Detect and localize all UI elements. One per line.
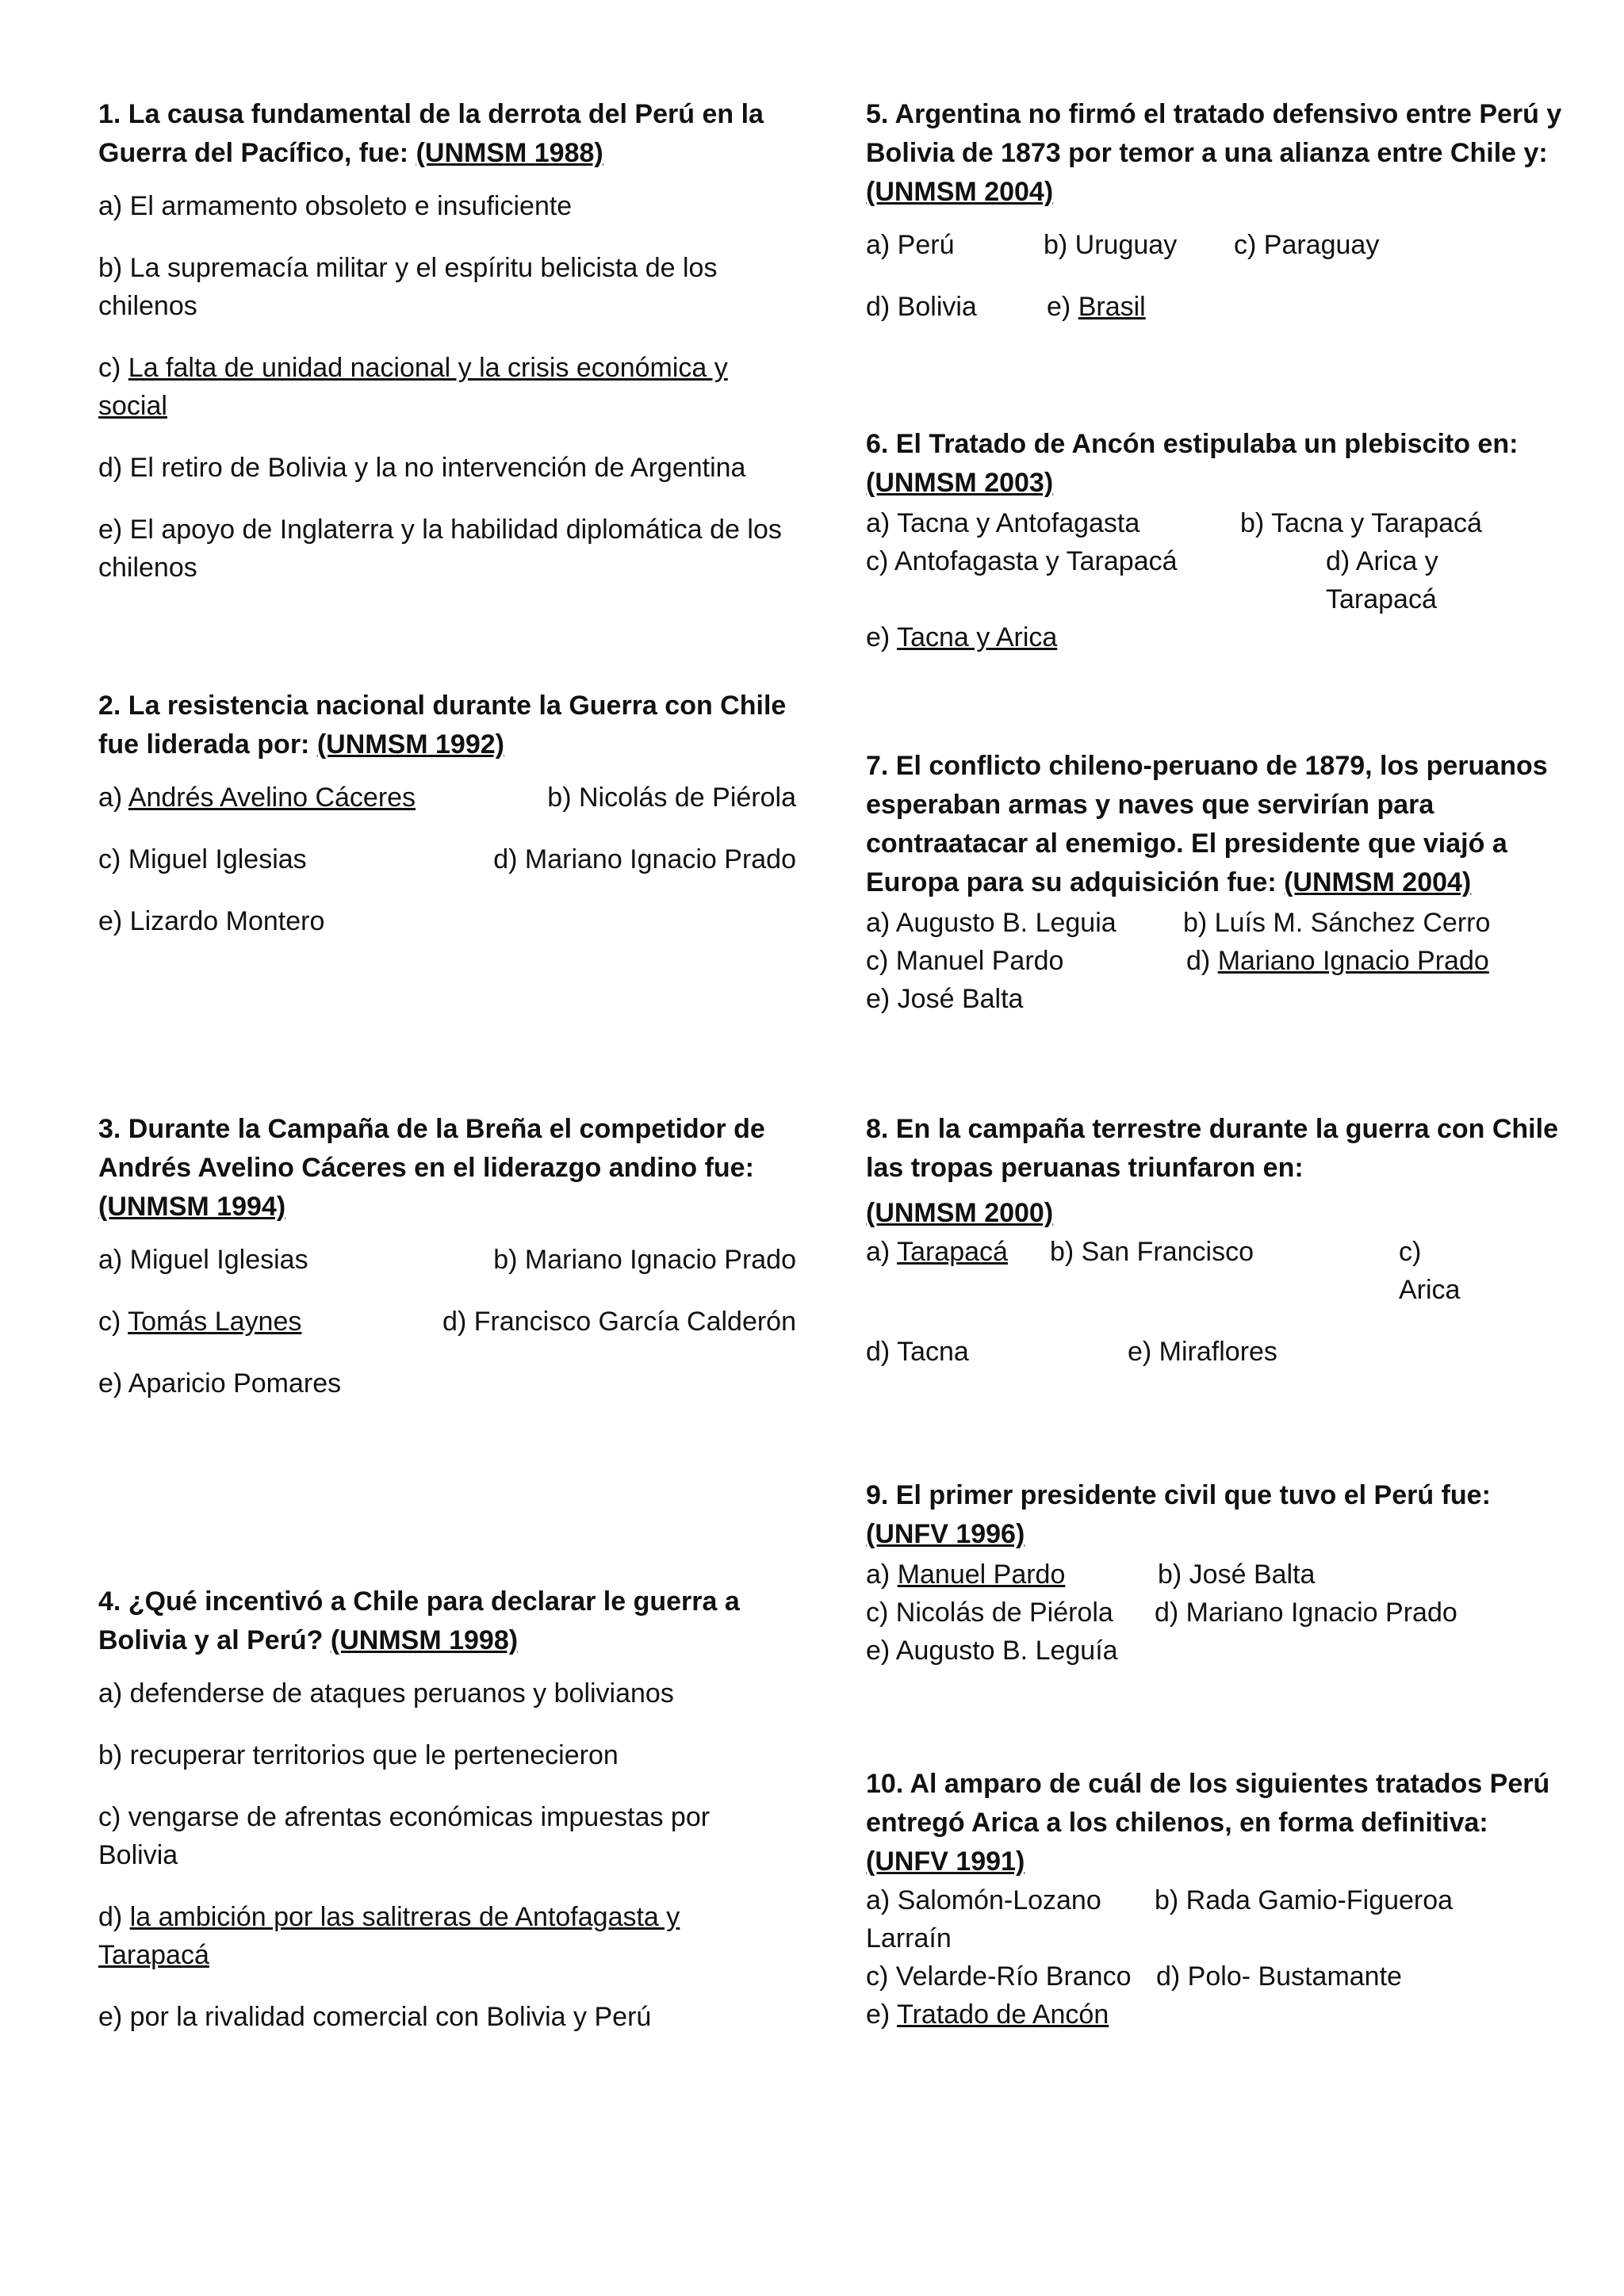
correct-answer: Manuel Pardo [897, 1559, 1066, 1590]
question-6-option-c: c) Antofagasta y Tarapacá [866, 546, 1178, 576]
question-8-row-abc [866, 1233, 1564, 1309]
question-4-text [98, 1582, 796, 1660]
question-1-option-c [98, 349, 796, 425]
question-10-prompt: 10. Al amparo de cuál de los siguientes tratados Perú entregó Arica a los chilenos, en forma definitiva: [866, 1769, 1550, 1838]
question-7-prompt: 7. El conflicto chileno-peruano de 1879, los peruanos esperaban armas y naves que servirían para contraatacar al enemigo. El presidente que viajó a Europa para su adquisición fue: [866, 751, 1548, 897]
question-2-prompt: 2. La resistencia nacional durante la Guerra con Chile fue liderada por: [98, 691, 787, 760]
question-8-row-de [866, 1333, 1564, 1371]
question-6-source: (UNMSM 2003) [866, 468, 1054, 498]
question-4-prompt: 4. ¿Qué incentivó a Chile para declarar le guerra a Bolivia y al Perú? [98, 1586, 740, 1655]
question-9-option-c: c) Nicolás de Piérola [866, 1598, 1113, 1628]
question-10 [866, 1765, 1564, 2034]
question-1-option-a: a) El armamento obsoleto e insuficiente [98, 191, 573, 221]
question-5-prompt: 5. Argentina no firmó el tratado defensivo entre Perú y Bolivia de 1873 por temor a una alianza entre Chile y: [866, 99, 1562, 168]
question-7-text [866, 747, 1564, 902]
question-7-row-cd [866, 942, 1564, 980]
option-prefix: a) [98, 783, 128, 813]
question-2-option-b: b) Nicolás de Piérola [547, 783, 796, 813]
question-3-source: (UNMSM 1994) [98, 1192, 286, 1222]
question-2-option-d: d) Mariano Ignacio Prado [493, 844, 796, 874]
question-10-row-ab [866, 1881, 1564, 1957]
question-2-option-c: c) Miguel Iglesias [98, 844, 307, 874]
question-10-option-a: a) Salomón-Lozano Larraín [866, 1885, 1101, 1954]
option-prefix: d) [1186, 946, 1218, 976]
option-prefix: d) [98, 1902, 130, 1932]
question-5-option-d: d) Bolivia [866, 292, 977, 322]
question-7-option-d [1186, 942, 1489, 980]
question-10-option-d: d) Polo- Bustamante [1156, 1961, 1402, 1992]
question-9-option-d: d) Mariano Ignacio Prado [1155, 1598, 1457, 1628]
question-1-option-b: b) La supremacía militar y el espíritu belicista de los chilenos [98, 253, 718, 321]
question-10-option-b: b) Rada Gamio-Figueroa [1155, 1885, 1454, 1915]
question-7-source: (UNMSM 2004) [1284, 867, 1472, 897]
question-6-option-e [866, 618, 1564, 656]
correct-answer: Brasil [1078, 292, 1146, 322]
question-6-option-a: a) Tacna y Antofagasta [866, 508, 1140, 538]
question-8-option-a [866, 1233, 1050, 1309]
question-9-option-e: e) Augusto B. Leguía [866, 1636, 1118, 1666]
question-5-option-c: c) Paraguay [1234, 230, 1380, 260]
question-5-option-a: a) Perú [866, 230, 955, 260]
correct-answer: la ambición por las salitreras de Antofagasta y Tarapacá [98, 1902, 680, 1970]
question-10-source: (UNFV 1991) [866, 1846, 1025, 1877]
question-8-option-b: b) San Francisco [1050, 1237, 1254, 1267]
question-2-option-a [98, 779, 547, 817]
question-3-option-a: a) Miguel Iglesias [98, 1245, 308, 1275]
correct-answer: La falta de unidad nacional y la crisis económica y social [98, 353, 728, 421]
question-3-prompt: 3. Durante la Campaña de la Breña el competidor de Andrés Avelino Cáceres en el liderazgo andino fue: [98, 1114, 765, 1183]
question-8-option-d: d) Tacna [866, 1337, 969, 1367]
question-9-option-b: b) José Balta [1158, 1559, 1316, 1590]
correct-answer: Andrés Avelino Cáceres [128, 783, 416, 813]
question-3 [98, 1110, 796, 1426]
correct-answer: Tarapacá [897, 1237, 1008, 1267]
question-3-option-c [98, 1303, 442, 1341]
option-prefix: e) [866, 622, 898, 652]
question-1-option-d: d) El retiro de Bolivia y la no intervención de Argentina [98, 453, 746, 483]
question-4-option-a: a) defenderse de ataques peruanos y bolivianos [98, 1678, 674, 1709]
question-4-option-e: e) por la rivalidad comercial con Bolivia y Perú [98, 2002, 652, 2032]
question-9-row-ab [866, 1556, 1564, 1594]
question-1-prompt: 1. La causa fundamental de la derrota del Perú en la Guerra del Pacífico, fue: [98, 99, 764, 168]
question-6-row-ab [866, 504, 1564, 542]
option-prefix: c) [98, 353, 128, 383]
question-6-row-cd [866, 542, 1564, 618]
question-9-prompt: 9. El primer presidente civil que tuvo el Perú fue: [866, 1480, 1491, 1510]
question-4-option-b: b) recuperar territorios que le pertenecieron [98, 1740, 619, 1770]
question-1-source: (UNMSM 1988) [416, 138, 603, 168]
question-7-option-a: a) Augusto B. Leguia [866, 908, 1116, 938]
question-6 [866, 425, 1564, 656]
question-9 [866, 1476, 1564, 1670]
option-prefix: a) [866, 1237, 898, 1267]
question-6-option-b: b) Tacna y Tarapacá [1240, 508, 1482, 538]
option-prefix: e) [1047, 292, 1078, 322]
question-8-text: 8. En la campaña terrestre durante la guerra con Chile las tropas peruanas triunfaron en: [866, 1114, 1558, 1183]
question-7 [866, 747, 1564, 1018]
question-5 [866, 95, 1564, 350]
question-8-option-e: e) Miraflores [1128, 1337, 1277, 1367]
question-10-row-cd [866, 1957, 1564, 1996]
question-7-row-ab [866, 904, 1564, 942]
question-5-option-e [1047, 288, 1146, 326]
question-5-source: (UNMSM 2004) [866, 177, 1054, 207]
question-6-prompt: 6. El Tratado de Ancón estipulaba un plebiscito en: [866, 429, 1519, 459]
question-5-option-b: b) Uruguay [1044, 230, 1178, 260]
correct-answer: Tratado de Ancón [897, 1999, 1109, 2030]
question-2-row-ab [98, 779, 796, 817]
question-2-row-cd [98, 840, 796, 878]
question-2-source: (UNMSM 1992) [316, 729, 504, 760]
question-5-row-de [866, 288, 1564, 326]
question-10-option-e [866, 1996, 1564, 2034]
question-3-option-e: e) Aparicio Pomares [98, 1368, 342, 1399]
question-1-text [98, 95, 796, 173]
question-5-row-abc [866, 226, 1564, 264]
question-3-row-ab [98, 1241, 796, 1279]
correct-answer: Mariano Ignacio Prado [1217, 946, 1489, 976]
question-2 [98, 687, 796, 964]
question-8-option-c: c) Arica [1399, 1237, 1461, 1305]
question-2-text [98, 687, 796, 764]
question-3-option-d: d) Francisco García Calderón [442, 1307, 796, 1337]
question-4-source: (UNMSM 1998) [330, 1625, 519, 1655]
question-7-option-c: c) Manuel Pardo [866, 946, 1064, 976]
question-9-source: (UNFV 1996) [866, 1519, 1025, 1549]
question-8 [866, 1110, 1564, 1395]
option-prefix: e) [866, 1999, 898, 2030]
question-2-option-e: e) Lizardo Montero [98, 906, 325, 936]
question-9-option-a [866, 1556, 1158, 1594]
question-7-option-e: e) José Balta [866, 984, 1024, 1014]
question-4 [98, 1582, 796, 2060]
question-6-option-d: d) Arica y Tarapacá [1326, 546, 1438, 614]
question-9-text [866, 1476, 1564, 1554]
question-8-source-line [866, 1194, 1564, 1233]
correct-answer: Tomás Laynes [128, 1307, 302, 1337]
question-10-text [866, 1765, 1564, 1881]
correct-answer: Tacna y Arica [897, 622, 1058, 652]
option-prefix: a) [866, 1559, 898, 1590]
question-3-row-cd [98, 1303, 796, 1341]
question-9-row-cd [866, 1594, 1564, 1632]
option-prefix: c) [98, 1307, 128, 1337]
question-7-option-b: b) Luís M. Sánchez Cerro [1183, 908, 1491, 938]
question-4-option-d [98, 1898, 796, 1974]
question-8-source: (UNMSM 2000) [866, 1198, 1054, 1228]
question-1 [98, 95, 796, 610]
question-4-option-c: c) vengarse de afrentas económicas impuestas por Bolivia [98, 1802, 710, 1870]
question-3-option-b: b) Mariano Ignacio Prado [493, 1245, 796, 1275]
question-5-text [866, 95, 1564, 212]
question-3-text [98, 1110, 796, 1226]
question-1-option-e: e) El apoyo de Inglaterra y la habilidad diplomática de los chilenos [98, 515, 782, 583]
question-6-text [866, 425, 1564, 503]
question-10-option-c: c) Velarde-Río Branco [866, 1961, 1132, 1992]
